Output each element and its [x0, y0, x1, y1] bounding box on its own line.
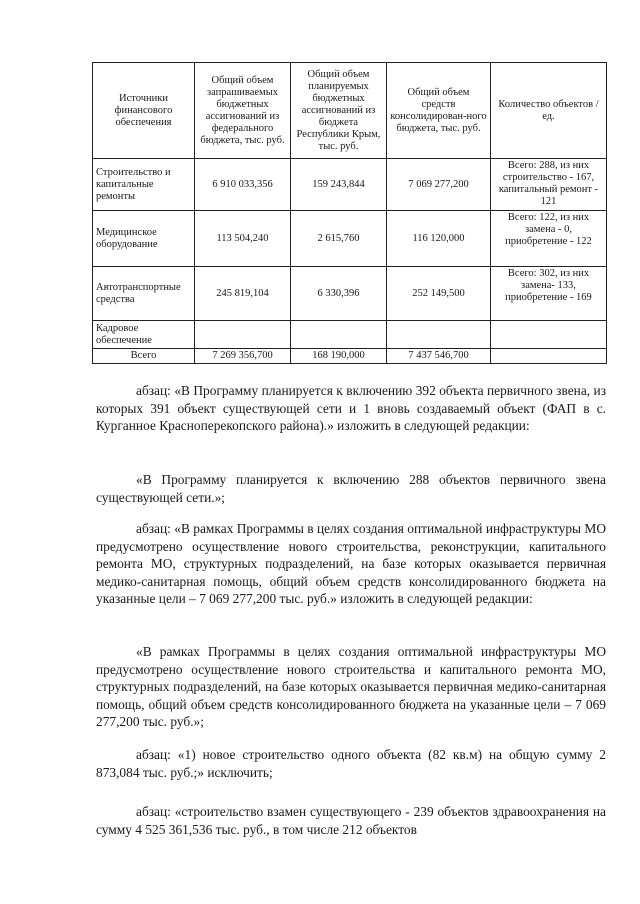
cell-total-count	[491, 349, 607, 364]
paragraph-4: «В рамках Программы в целях создания оптимальной инфраструктуры МО предусмотрено осуществление нового строительства и капитального ремонта МО, структурных подразделений, на базе которых оказывается первичная медико-санитарная помощь, общий объем средств консолидированного бюджета на указанные цели – 7 069 277,200 тыс. руб.»;	[96, 644, 606, 730]
cell-total-federal: 7 269 356,700	[195, 349, 291, 364]
cell-total-consolidated: 7 437 546,700	[387, 349, 491, 364]
cell-federal	[195, 321, 291, 349]
paragraph-5: абзац: «1) новое строительство одного объекта (82 кв.м) на общую сумму 2 873,084 тыс. руб.;» исключить;	[96, 747, 606, 780]
cell-federal: 113 504,240	[195, 211, 291, 267]
table-row	[93, 321, 607, 349]
table-total-row	[93, 349, 607, 364]
cell-regional	[291, 321, 387, 349]
table-row	[93, 211, 607, 267]
table-row	[93, 267, 607, 321]
financing-table	[92, 62, 607, 364]
cell-total-regional: 168 190,000	[291, 349, 387, 364]
cell-regional: 159 243,844	[291, 159, 387, 211]
cell-regional: 2 615,760	[291, 211, 387, 267]
cell-source: Кадровое обеспечение	[93, 321, 195, 349]
cell-federal: 6 910 033,356	[195, 159, 291, 211]
header-sources: Источники финансового обеспечения	[93, 63, 195, 159]
paragraph-2: «В Программу планируется к включению 288 объектов первичного звена существующей сети.»;	[96, 472, 606, 505]
cell-count	[491, 321, 607, 349]
cell-count: Всего: 288, из них строительство - 167, капитальный ремонт - 121	[491, 159, 607, 211]
cell-consolidated	[387, 321, 491, 349]
cell-count: Всего: 302, из них замена- 133, приобретение - 169	[491, 267, 607, 321]
cell-count: Всего: 122, из них замена - 0, приобретение - 122	[491, 211, 607, 267]
cell-source: Строительство и капитальные ремонты	[93, 159, 195, 211]
table-header-row	[93, 63, 607, 159]
header-federal: Общий объем запрашиваемых бюджетных ассигнований из федерального бюджета, тыс. руб.	[195, 63, 291, 159]
header-count: Количество объектов / ед.	[491, 63, 607, 159]
cell-source: Автотранспортные средства	[93, 267, 195, 321]
cell-total-label: Всего	[93, 349, 195, 364]
cell-regional: 6 330,396	[291, 267, 387, 321]
paragraph-6: абзац: «строительство взамен существующего - 239 объектов здравоохранения на сумму 4 525 361,536 тыс. руб., в том числе 212 объектов	[96, 804, 606, 837]
cell-consolidated: 116 120,000	[387, 211, 491, 267]
table-row	[93, 159, 607, 211]
cell-consolidated: 252 149,500	[387, 267, 491, 321]
paragraph-3: абзац: «В рамках Программы в целях создания оптимальной инфраструктуры МО предусмотрено осуществление нового строительства, реконструкции, капитального ремонта МО, структурных подразделений, на базе которых оказывается первичная медико-санитарная помощь, общий объем средств консолидированного бюджета на указанные цели – 7 069 277,200 тыс. руб.» изложить в следующей редакции:	[96, 521, 606, 607]
cell-consolidated: 7 069 277,200	[387, 159, 491, 211]
header-consolidated: Общий объем средств консолидирован-ного бюджета, тыс. руб.	[387, 63, 491, 159]
cell-source: Медицинское оборудование	[93, 211, 195, 267]
paragraph-1: абзац: «В Программу планируется к включению 392 объекта первичного звена, из которых 391 объект существующей сети и 1 вновь создаваемый объект (ФАП в с. Курганное Красноперекопского района).» изложить в следующей редакции:	[96, 383, 606, 434]
header-regional: Общий объем планируемых бюджетных ассигнований из бюджета Республики Крым, тыс. руб.	[291, 63, 387, 159]
cell-federal: 245 819,104	[195, 267, 291, 321]
